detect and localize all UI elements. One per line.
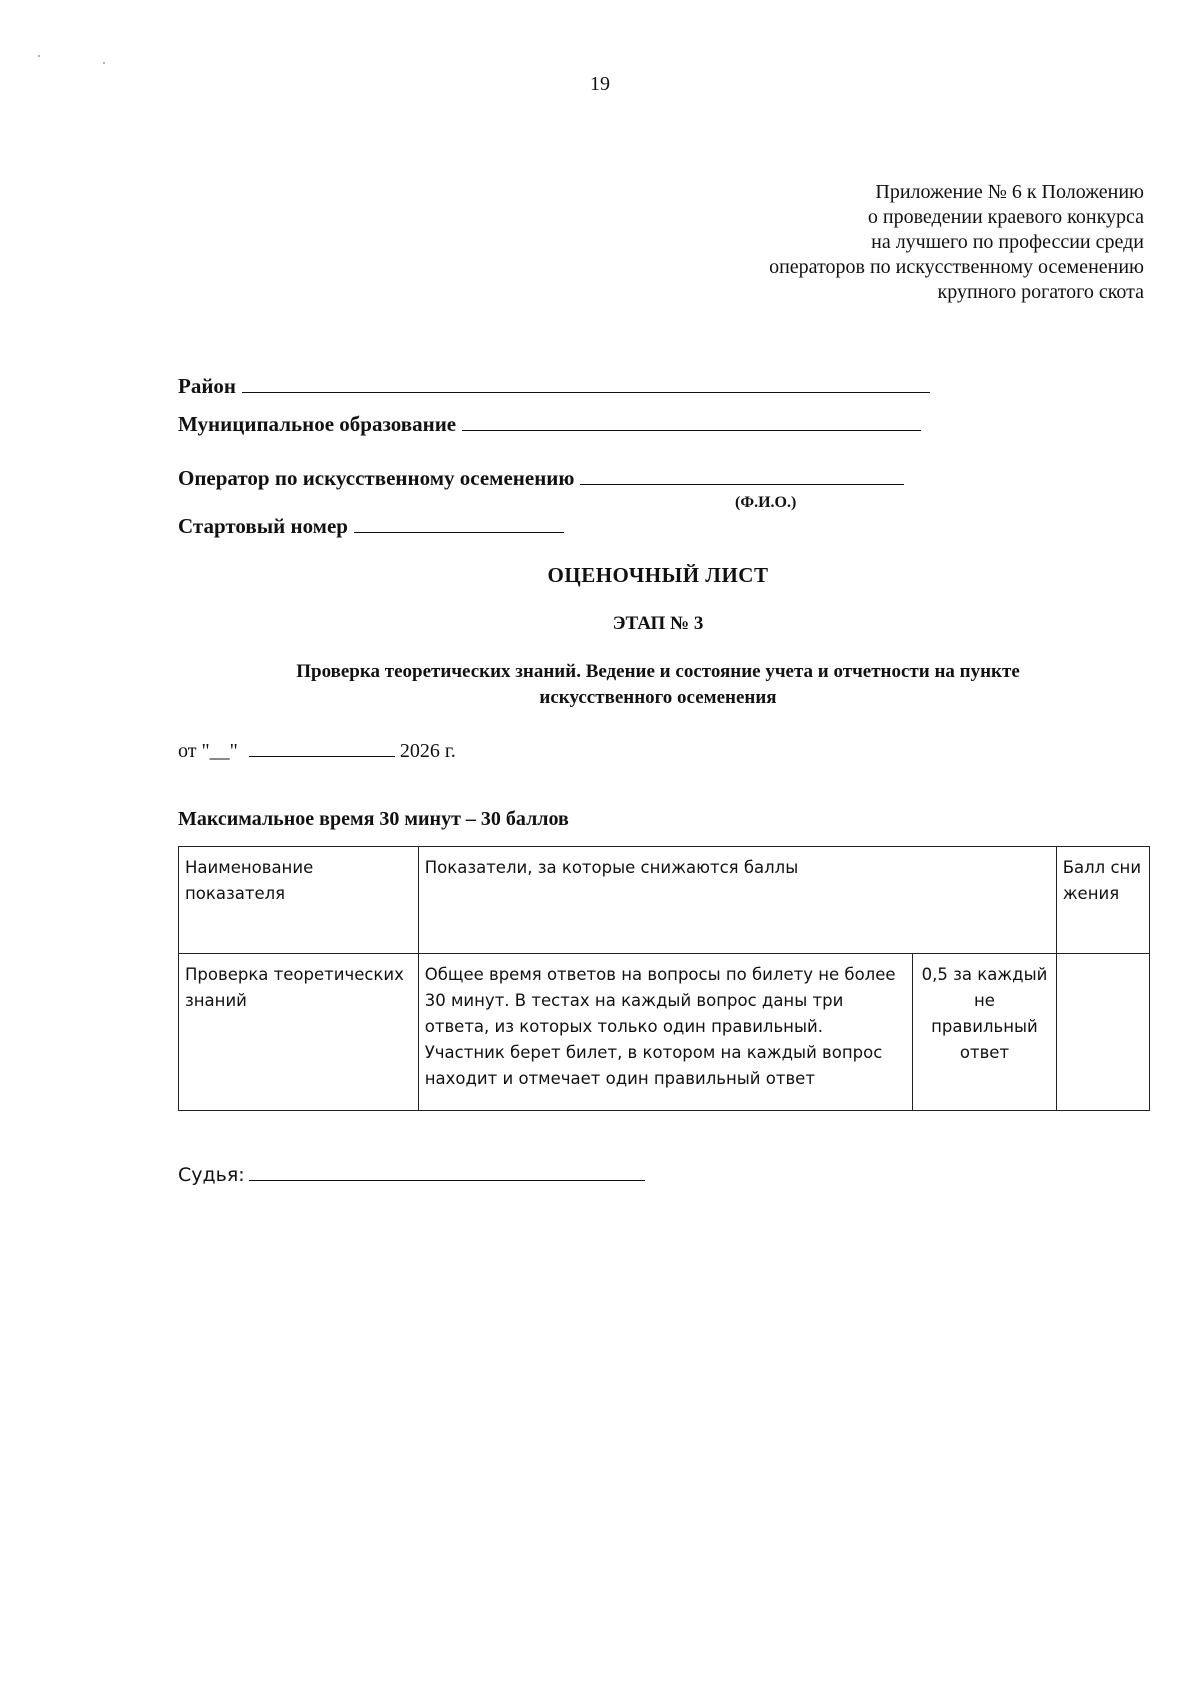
cell-indicator-name: Проверка теоретических знаний xyxy=(179,954,419,1111)
header-criteria: Показатели, за которые снижаются баллы xyxy=(418,847,1056,954)
cell-deduction: 0,5 за каждый не правильный ответ xyxy=(913,954,1056,1111)
cell-criteria: Общее время ответов на вопросы по билету не более 30 минут. В тестах на каждый вопрос даны три ответа, из которых только один правильный. Участник берет билет, в котором на каждый вопрос находит и отмечает один правильный ответ xyxy=(418,954,913,1111)
start-number-input-line[interactable] xyxy=(354,514,564,533)
cell-penalty-input[interactable] xyxy=(1056,954,1149,1111)
header-indicator-name: Наименование показателя xyxy=(179,847,419,954)
appendix-line: Приложение № 6 к Положению xyxy=(875,181,1144,203)
district-field xyxy=(178,374,930,399)
municipality-input-line[interactable] xyxy=(462,412,921,431)
scan-speck xyxy=(103,62,105,64)
appendix-line: крупного рогатого скота xyxy=(937,281,1144,303)
municipality-label: Муниципальное образование xyxy=(178,412,457,436)
municipality-field xyxy=(178,412,921,437)
table-header-row xyxy=(179,847,1150,954)
page-number: 19 xyxy=(590,73,610,95)
stage-title: ЭТАП № 3 xyxy=(612,613,704,634)
subtitle xyxy=(58,659,1200,711)
subtitle-line: искусственного осеменения xyxy=(539,687,777,708)
date-year: 2026 г. xyxy=(399,740,456,762)
operator-label: Оператор по искусственному осеменению xyxy=(178,466,575,490)
scan-speck xyxy=(38,55,40,57)
table-row xyxy=(179,954,1150,1111)
start-number-field xyxy=(178,514,564,539)
date-prefix: от "__" xyxy=(178,740,238,762)
appendix-line: на лучшего по профессии среди xyxy=(871,231,1144,253)
appendix-line: о проведении краевого конкурса xyxy=(867,206,1144,228)
judge-label: Судья: xyxy=(178,1164,245,1186)
appendix-line: операторов по искусственному осеменению xyxy=(769,256,1144,278)
subtitle-line: Проверка теоретических знаний. Ведение и состояние учета и отчетности на пункте xyxy=(296,661,1020,682)
operator-input-line[interactable] xyxy=(580,466,904,485)
max-time-note: Максимальное время 30 минут – 30 баллов xyxy=(178,808,569,830)
judge-field xyxy=(178,1164,645,1186)
fio-caption: (Ф.И.О.) xyxy=(735,494,797,511)
sheet-title: ОЦЕНОЧНЫЙ ЛИСТ xyxy=(547,563,769,587)
appendix-note xyxy=(769,180,1144,305)
header-penalty: Балл снижения xyxy=(1056,847,1149,954)
operator-field xyxy=(178,466,904,491)
district-input-line[interactable] xyxy=(242,374,930,393)
scoring-table xyxy=(178,846,1150,1111)
date-line xyxy=(178,740,456,763)
date-month-line[interactable] xyxy=(249,740,395,757)
judge-signature-line[interactable] xyxy=(249,1164,645,1181)
district-label: Район xyxy=(178,374,237,398)
start-number-label: Стартовый номер xyxy=(178,514,348,538)
